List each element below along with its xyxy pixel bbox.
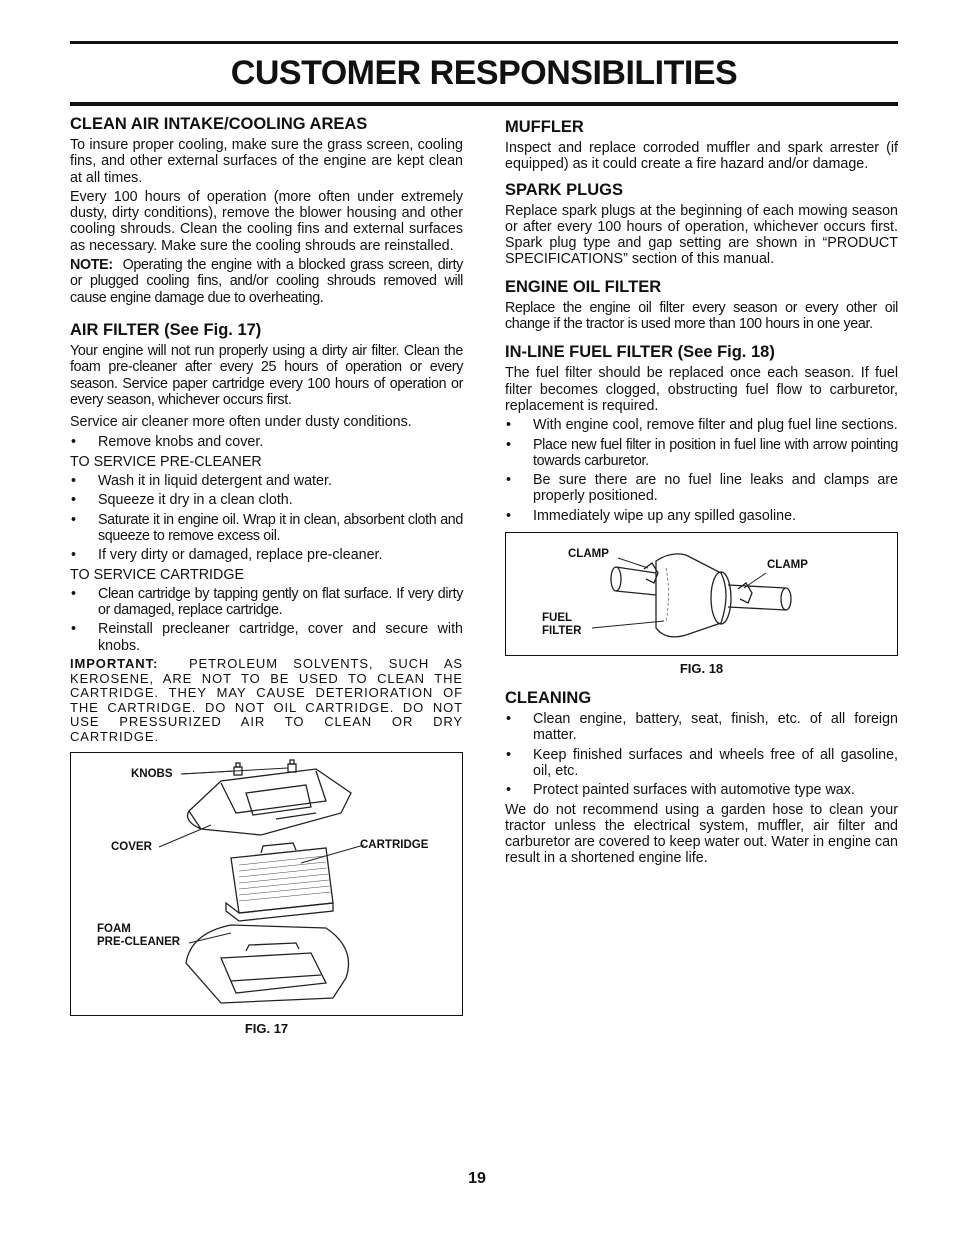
fuel-filter-paragraph: The fuel filter should be replaced once each season. If fuel filter becomes clogged, obstructing fuel flow to carburetor, replacement is required. xyxy=(505,365,898,414)
figure-18-box xyxy=(505,532,898,656)
clean-air-note xyxy=(70,257,463,306)
important-label: IMPORTANT: xyxy=(70,656,159,672)
cleaning-heading: CLEANING xyxy=(505,689,592,708)
list-item: • With engine cool, remove filter and plug fuel line sections. xyxy=(505,417,898,433)
fuel-label-line-1: FUEL xyxy=(542,612,573,625)
list-item: • Remove knobs and cover. xyxy=(70,434,463,450)
clean-air-paragraph-1: To insure proper cooling, make sure the grass screen, cooling fins, and other external surfaces of the engine are kept clean at all times. xyxy=(70,137,463,186)
pre-cleaner-steps xyxy=(70,473,463,563)
right-column xyxy=(505,117,898,870)
knobs-list xyxy=(70,434,463,450)
figure-17-box xyxy=(70,752,463,1016)
figure-18-caption: FIG. 18 xyxy=(679,661,724,677)
page-number: 19 xyxy=(468,1170,486,1187)
cartridge-subheading: TO SERVICE CARTRIDGE xyxy=(70,566,244,583)
list-item: • Wash it in liquid detergent and water. xyxy=(70,473,463,489)
fuel-filter-label xyxy=(542,612,581,638)
pre-cleaner-subheading: TO SERVICE PRE-CLEANER xyxy=(70,453,262,470)
clamp-right-label: CLAMP xyxy=(767,559,808,572)
spark-plugs-paragraph: Replace spark plugs at the beginning of each mowing season or after every 100 hours of operation, whichever occurs first. Spark plug type and gap setting are shown in “PRODUCT SPECIFICATIONS” section of this manual. xyxy=(505,202,898,268)
cleaning-steps xyxy=(505,711,898,798)
foam-label-line-2: PRE-CLEANER xyxy=(97,936,181,949)
oil-filter-heading: ENGINE OIL FILTER xyxy=(505,277,662,296)
clamp-left-label: CLAMP xyxy=(568,548,609,561)
muffler-heading: MUFFLER xyxy=(505,118,584,136)
foam-label-line-1: FOAM xyxy=(97,923,131,936)
title-underline-rule xyxy=(70,102,898,106)
air-filter-paragraph-1: Your engine will not run properly using a dirty air filter. Clean the foam pre-cleaner after every 25 hours of operation or every season. Service paper cartridge every 100 hours of operation or every season, whichever occurs first. xyxy=(70,342,463,408)
air-filter-exploded-illustration xyxy=(71,753,462,1015)
list-item: • Place new fuel filter in position in fuel line with arrow pointing towards carburetor. xyxy=(505,437,898,470)
list-item: • If very dirty or damaged, replace pre-cleaner. xyxy=(70,547,463,563)
list-item: • Be sure there are no fuel line leaks and clamps are properly positioned. xyxy=(505,472,898,505)
list-item: • Reinstall precleaner cartridge, cover and secure with knobs. xyxy=(70,621,463,654)
list-item: • Keep finished surfaces and wheels free of all gasoline, oil, etc. xyxy=(505,747,898,780)
list-item: • Immediately wipe up any spilled gasoline. xyxy=(505,508,898,524)
top-rule xyxy=(70,41,898,44)
figure-17-caption: FIG. 17 xyxy=(244,1021,289,1037)
note-text: Operating the engine with a blocked grass screen, dirty or plugged cooling fins, and/or cooling shrouds removed will cause engine damage due to overheating. xyxy=(70,257,463,306)
clean-air-paragraph-2: Every 100 hours of operation (more often under extremely dusty, dirty conditions), remove the blower housing and other cooling shrouds. Clean the cooling fins and external surfaces as necessary. Make sure the cooling shrouds are reinstalled. xyxy=(70,188,463,254)
cover-label: COVER xyxy=(111,841,152,854)
spark-plugs-heading: SPARK PLUGS xyxy=(505,180,623,199)
page-title: CUSTOMER RESPONSIBILITIES xyxy=(230,54,738,92)
fuel-filter-steps xyxy=(505,417,898,524)
cleaning-paragraph: We do not recommend using a garden hose to clean your tractor unless the electrical system, muffler, air filter and carburetor are covered to keep water out. Water in engine can result in a shortened engine life. xyxy=(505,801,898,867)
oil-filter-paragraph: Replace the engine oil filter every season or every other oil change if the tractor is used more than 100 hours in one year. xyxy=(505,299,898,333)
list-item: • Clean engine, battery, seat, finish, etc. of all foreign matter. xyxy=(505,711,898,744)
air-filter-paragraph-2: Service air cleaner more often under dusty conditions. xyxy=(70,414,412,431)
air-filter-heading: AIR FILTER (See Fig. 17) xyxy=(70,320,262,339)
note-label: NOTE: xyxy=(70,257,113,274)
foam-label xyxy=(97,923,180,949)
clean-air-heading: CLEAN AIR INTAKE/COOLING AREAS xyxy=(70,115,368,133)
list-item: • Clean cartridge by tapping gently on flat surface. If very dirty or damaged, replace cartridge. xyxy=(70,586,463,619)
important-warning xyxy=(70,657,463,744)
list-item: • Saturate it in engine oil. Wrap it in clean, absorbent cloth and squeeze to remove excess oil. xyxy=(70,512,463,545)
list-item: • Protect painted surfaces with automotive type wax. xyxy=(505,782,898,798)
important-text: PETROLEUM SOLVENTS, SUCH AS KEROSENE, ARE NOT TO BE USED TO CLEAN THE CARTRIDGE. THEY MAY CAUSE DETERIORATION OF THE CARTRIDGE. DO NOT OIL CARTRIDGE. DO NOT USE PRESSURIZED AIR TO CLEAN OR DRY CARTRIDGE. xyxy=(70,656,463,744)
list-item: • Squeeze it dry in a clean cloth. xyxy=(70,492,463,508)
muffler-paragraph: Inspect and replace corroded muffler and spark arrester (if equipped) as it could create a fire hazard and/or damage. xyxy=(505,140,898,173)
fuel-filter-heading: IN-LINE FUEL FILTER (See Fig. 18) xyxy=(505,343,775,362)
fuel-label-line-2: FILTER xyxy=(542,625,582,638)
cartridge-steps xyxy=(70,586,463,654)
cartridge-label: CARTRIDGE xyxy=(360,839,429,852)
left-column xyxy=(70,114,463,1036)
knobs-label: KNOBS xyxy=(131,768,173,781)
